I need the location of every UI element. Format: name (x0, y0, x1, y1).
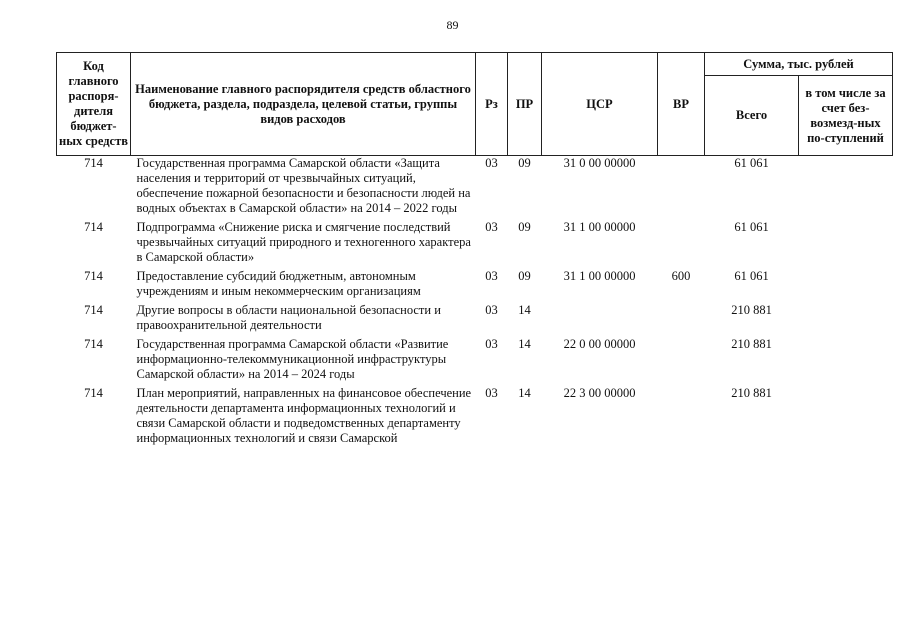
cell-total: 61 061 (734, 156, 769, 170)
table-row (57, 156, 893, 221)
header-code: Код главного распоря-дителя бюджет-ных средств (57, 53, 131, 156)
table-row (57, 220, 893, 269)
cell-rz: 03 (485, 386, 498, 400)
header-incl: в том числе за счет без-возмезд-ных по-ступлений (799, 76, 893, 156)
cell-incl (799, 269, 893, 303)
cell-csr: 31 1 00 00000 (563, 269, 636, 283)
cell-incl (799, 220, 893, 269)
cell-pr: 09 (518, 156, 531, 170)
cell-name: Подпрограмма «Снижение риска и смягчение последствий чрезвычайных ситуаций природного и техногенного характера в Самарской области» (136, 220, 471, 264)
cell-vr: 600 (671, 269, 691, 283)
cell-total: 210 881 (731, 386, 772, 400)
header-pr: ПР (508, 53, 542, 156)
cell-rz: 03 (485, 303, 498, 317)
table-row (57, 386, 893, 450)
cell-incl (799, 337, 893, 386)
table-row (57, 337, 893, 386)
cell-code: 714 (84, 386, 103, 400)
cell-csr: 31 0 00 00000 (563, 156, 636, 170)
cell-code: 714 (84, 269, 103, 283)
cell-name: Другие вопросы в области национальной безопасности и правоохранительной деятельности (136, 303, 441, 332)
cell-code: 714 (84, 303, 103, 317)
cell-name: Государственная программа Самарской области «Защита населения и территорий от чрезвычайных ситуаций, обеспечение пожарной безопасности и безопасности людей на водных объектах в Самарской области» на 2014 – 2022 годы (136, 156, 471, 215)
table-row (57, 303, 893, 337)
cell-rz: 03 (485, 337, 498, 351)
cell-csr: 22 3 00 00000 (563, 386, 636, 400)
cell-vr (658, 156, 705, 221)
cell-name: Государственная программа Самарской области «Развитие информационно-телекоммуникационной инфраструктуры Самарской области» на 2014 – 2024 годы (136, 337, 449, 381)
cell-incl (799, 156, 893, 221)
header-row (57, 53, 893, 76)
page-number: 89 (446, 18, 459, 32)
cell-pr: 14 (518, 386, 531, 400)
cell-incl (799, 303, 893, 337)
header-name: Наименование главного распорядителя средств областного бюджета, раздела, подраздела, целевой статьи, группы видов расходов (131, 53, 476, 156)
cell-vr (658, 303, 705, 337)
budget-table (56, 52, 893, 450)
header-vr: ВР (658, 53, 705, 156)
cell-vr (658, 337, 705, 386)
cell-csr: 31 1 00 00000 (563, 220, 636, 234)
cell-vr (658, 386, 705, 450)
cell-name: Предоставление субсидий бюджетным, автономным учреждениям и иным некоммерческим организациям (136, 269, 421, 298)
cell-total: 61 061 (734, 220, 769, 234)
header-rz: Рз (476, 53, 508, 156)
cell-incl (799, 386, 893, 450)
cell-code: 714 (84, 220, 103, 234)
cell-csr: 22 0 00 00000 (563, 337, 636, 351)
cell-rz: 03 (485, 269, 498, 283)
cell-pr: 09 (518, 220, 531, 234)
table-row (57, 269, 893, 303)
cell-pr: 09 (518, 269, 531, 283)
cell-total: 210 881 (731, 303, 772, 317)
header-total: Всего (705, 76, 799, 156)
cell-code: 714 (84, 156, 103, 170)
cell-total: 210 881 (731, 337, 772, 351)
cell-total: 61 061 (734, 269, 769, 283)
cell-rz: 03 (485, 156, 498, 170)
cell-code: 714 (84, 337, 103, 351)
cell-rz: 03 (485, 220, 498, 234)
cell-name: План мероприятий, направленных на финансовое обеспечение деятельности департамента информационных технологий и связи Самарской области и подведомственных департаменту информационных технологий и связи Самарской (136, 386, 472, 445)
header-sum: Сумма, тыс. рублей (705, 53, 893, 76)
header-csr: ЦСР (542, 53, 658, 156)
cell-pr: 14 (518, 303, 531, 317)
cell-csr (542, 303, 658, 337)
cell-vr (658, 220, 705, 269)
cell-pr: 14 (518, 337, 531, 351)
